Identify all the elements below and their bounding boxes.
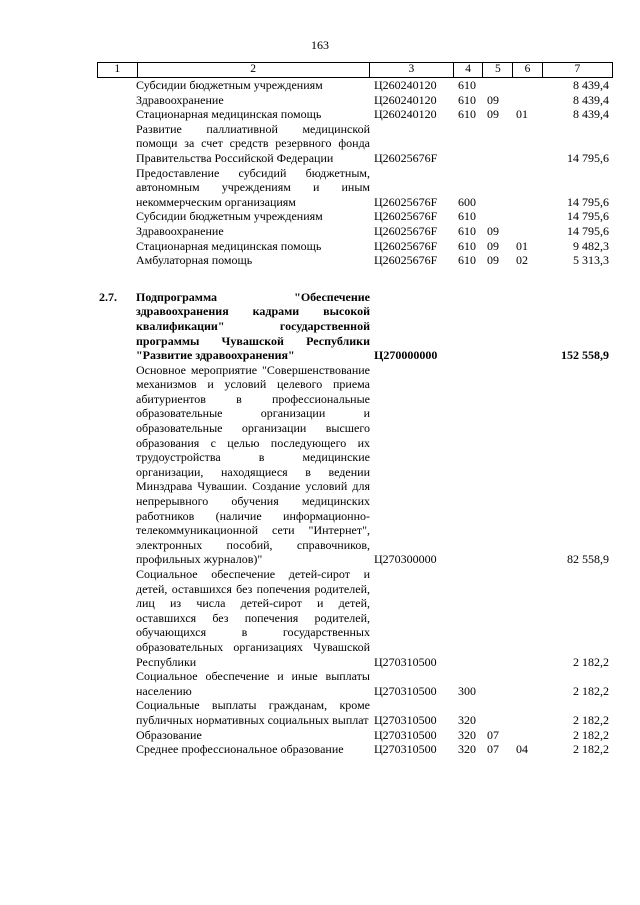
row-code: Ц26025676F bbox=[374, 150, 438, 165]
row-col4: 300 bbox=[458, 683, 476, 698]
row-name: Амбулаторная помощь bbox=[136, 253, 253, 268]
row-col5: 09 bbox=[487, 238, 499, 253]
row-col5: 09 bbox=[487, 253, 499, 268]
row-col4: 320 bbox=[458, 712, 476, 727]
table-row bbox=[97, 290, 613, 363]
row-code: Ц270310500 bbox=[374, 742, 437, 757]
budget-table bbox=[97, 62, 613, 757]
table-row bbox=[97, 93, 613, 108]
row-code: Ц270310500 bbox=[374, 683, 437, 698]
row-col4: 610 bbox=[458, 238, 476, 253]
row-code: Ц26025676F bbox=[374, 194, 438, 209]
table-row bbox=[97, 78, 613, 93]
row-code: Ц26025676F bbox=[374, 209, 438, 224]
table-body-lower bbox=[97, 290, 613, 757]
row-sum: 8 439,4 bbox=[573, 107, 609, 122]
table-row bbox=[97, 742, 613, 757]
row-code: Ц270000000 bbox=[374, 348, 438, 363]
row-name: Субсидии бюджетным учреждениям bbox=[136, 78, 323, 92]
row-name: Стационарная медицинская помощь bbox=[136, 107, 322, 122]
row-col5: 09 bbox=[487, 107, 499, 122]
row-col4: 610 bbox=[458, 223, 476, 238]
page-number: 163 bbox=[311, 38, 329, 52]
table-row bbox=[97, 107, 613, 122]
column-header-row bbox=[97, 62, 613, 78]
row-col5: 07 bbox=[487, 727, 499, 742]
row-name: Социальное обеспечение и иные выплаты населению bbox=[136, 669, 370, 698]
table-row bbox=[97, 363, 613, 567]
row-name: Среднее профессиональное образование bbox=[136, 742, 344, 757]
row-name: Социальное обеспечение детей-сирот и детей, оставшихся без попечения родителей, лиц из числа детей-сирот и детей, оставшихся без попечения родителей, обучающихся в государственных образовательных организациях Чувашской Республики bbox=[136, 567, 370, 669]
column-header: 2 bbox=[138, 63, 370, 77]
row-col6: 04 bbox=[516, 742, 528, 757]
row-col6: 02 bbox=[516, 253, 528, 268]
row-sum: 8 439,4 bbox=[573, 92, 609, 107]
row-number: 2.7. bbox=[99, 289, 117, 304]
row-sum: 14 795,6 bbox=[567, 194, 609, 209]
row-code: Ц270310500 bbox=[374, 654, 437, 669]
row-col4: 610 bbox=[458, 78, 476, 92]
table-row bbox=[97, 728, 613, 743]
row-name: Здравоохранение bbox=[136, 223, 224, 238]
row-col5: 07 bbox=[487, 742, 499, 757]
row-name: Предоставление субсидий бюджетным, автономным учреждениям и иным некоммерческим организациям bbox=[136, 165, 370, 209]
row-name: Стационарная медицинская помощь bbox=[136, 238, 322, 253]
row-sum: 2 182,2 bbox=[573, 683, 609, 698]
row-sum: 2 182,2 bbox=[573, 654, 609, 669]
row-sum: 152 558,9 bbox=[561, 348, 609, 363]
row-code: Ц26025676F bbox=[374, 238, 438, 253]
row-col4: 320 bbox=[458, 742, 476, 757]
row-col4: 320 bbox=[458, 727, 476, 742]
column-header: 7 bbox=[574, 63, 581, 75]
column-header: 5 bbox=[483, 63, 513, 77]
row-col4: 610 bbox=[458, 209, 476, 224]
table-row bbox=[97, 253, 613, 268]
row-code: Ц260240120 bbox=[374, 92, 437, 107]
column-header: 6 bbox=[513, 63, 543, 77]
row-code: Ц270300000 bbox=[374, 552, 437, 567]
row-col4: 610 bbox=[458, 107, 476, 122]
row-name: Подпрограмма "Обеспечение здравоохранения кадрами высокой квалификации" государственной программы Чувашской Республики "Развитие здравоохранения" bbox=[136, 289, 370, 363]
row-sum: 2 182,2 bbox=[573, 727, 609, 742]
row-sum: 14 795,6 bbox=[567, 209, 609, 224]
table-row bbox=[97, 166, 613, 210]
row-code: Ц26025676F bbox=[374, 253, 438, 268]
row-sum: 14 795,6 bbox=[567, 223, 609, 238]
row-code: Ц270310500 bbox=[374, 712, 437, 727]
table-row bbox=[97, 239, 613, 254]
table-row bbox=[97, 567, 613, 669]
column-header: 3 bbox=[370, 63, 454, 77]
row-sum: 9 482,3 bbox=[573, 238, 609, 253]
table-row bbox=[97, 224, 613, 239]
row-col6: 01 bbox=[516, 238, 528, 253]
row-code: Ц260240120 bbox=[374, 78, 437, 92]
row-code: Ц260240120 bbox=[374, 107, 437, 122]
row-name: Здравоохранение bbox=[136, 92, 224, 107]
row-sum: 14 795,6 bbox=[567, 150, 609, 165]
row-sum: 82 558,9 bbox=[567, 552, 609, 567]
row-name: Социальные выплаты гражданам, кроме публичных нормативных социальных выплат bbox=[136, 698, 370, 727]
row-col4: 610 bbox=[458, 92, 476, 107]
table-body-upper bbox=[97, 78, 613, 268]
row-col6: 01 bbox=[516, 107, 528, 122]
row-name: Основное мероприятие "Совершенствование механизмов и условий целевого приема абитуриентов в профессиональные образовательные организации и образовательные организации высшего образования с целью последующего их трудоустройства в медицинские организации, находящиеся в ведении Минздрава Чувашии. Создание условий для непрерывного обучения медицинских работников (наличие информационно-телекоммуникационной сети "Интернет", электронных пособий, справочников, профильных журналов)" bbox=[136, 362, 370, 567]
row-sum: 5 313,3 bbox=[573, 253, 609, 268]
table-row bbox=[97, 122, 613, 166]
row-code: Ц26025676F bbox=[374, 223, 438, 238]
row-col5: 09 bbox=[487, 92, 499, 107]
row-name: Субсидии бюджетным учреждениям bbox=[136, 209, 323, 224]
row-sum: 2 182,2 bbox=[573, 712, 609, 727]
row-col5: 09 bbox=[487, 223, 499, 238]
section-gap bbox=[97, 268, 613, 290]
table-row bbox=[97, 698, 613, 727]
row-sum: 8 439,4 bbox=[573, 78, 609, 92]
table-row bbox=[97, 209, 613, 224]
row-sum: 2 182,2 bbox=[573, 742, 609, 757]
row-col4: 610 bbox=[458, 253, 476, 268]
row-name: Развитие паллиативной медицинской помощи за счет средств резервного фонда Правительства Российской Федерации bbox=[136, 121, 370, 165]
row-col4: 600 bbox=[458, 194, 476, 209]
row-name: Образование bbox=[136, 727, 202, 742]
row-code: Ц270310500 bbox=[374, 727, 437, 742]
column-header: 4 bbox=[454, 63, 484, 77]
column-header: 1 bbox=[98, 63, 138, 77]
table-row bbox=[97, 669, 613, 698]
